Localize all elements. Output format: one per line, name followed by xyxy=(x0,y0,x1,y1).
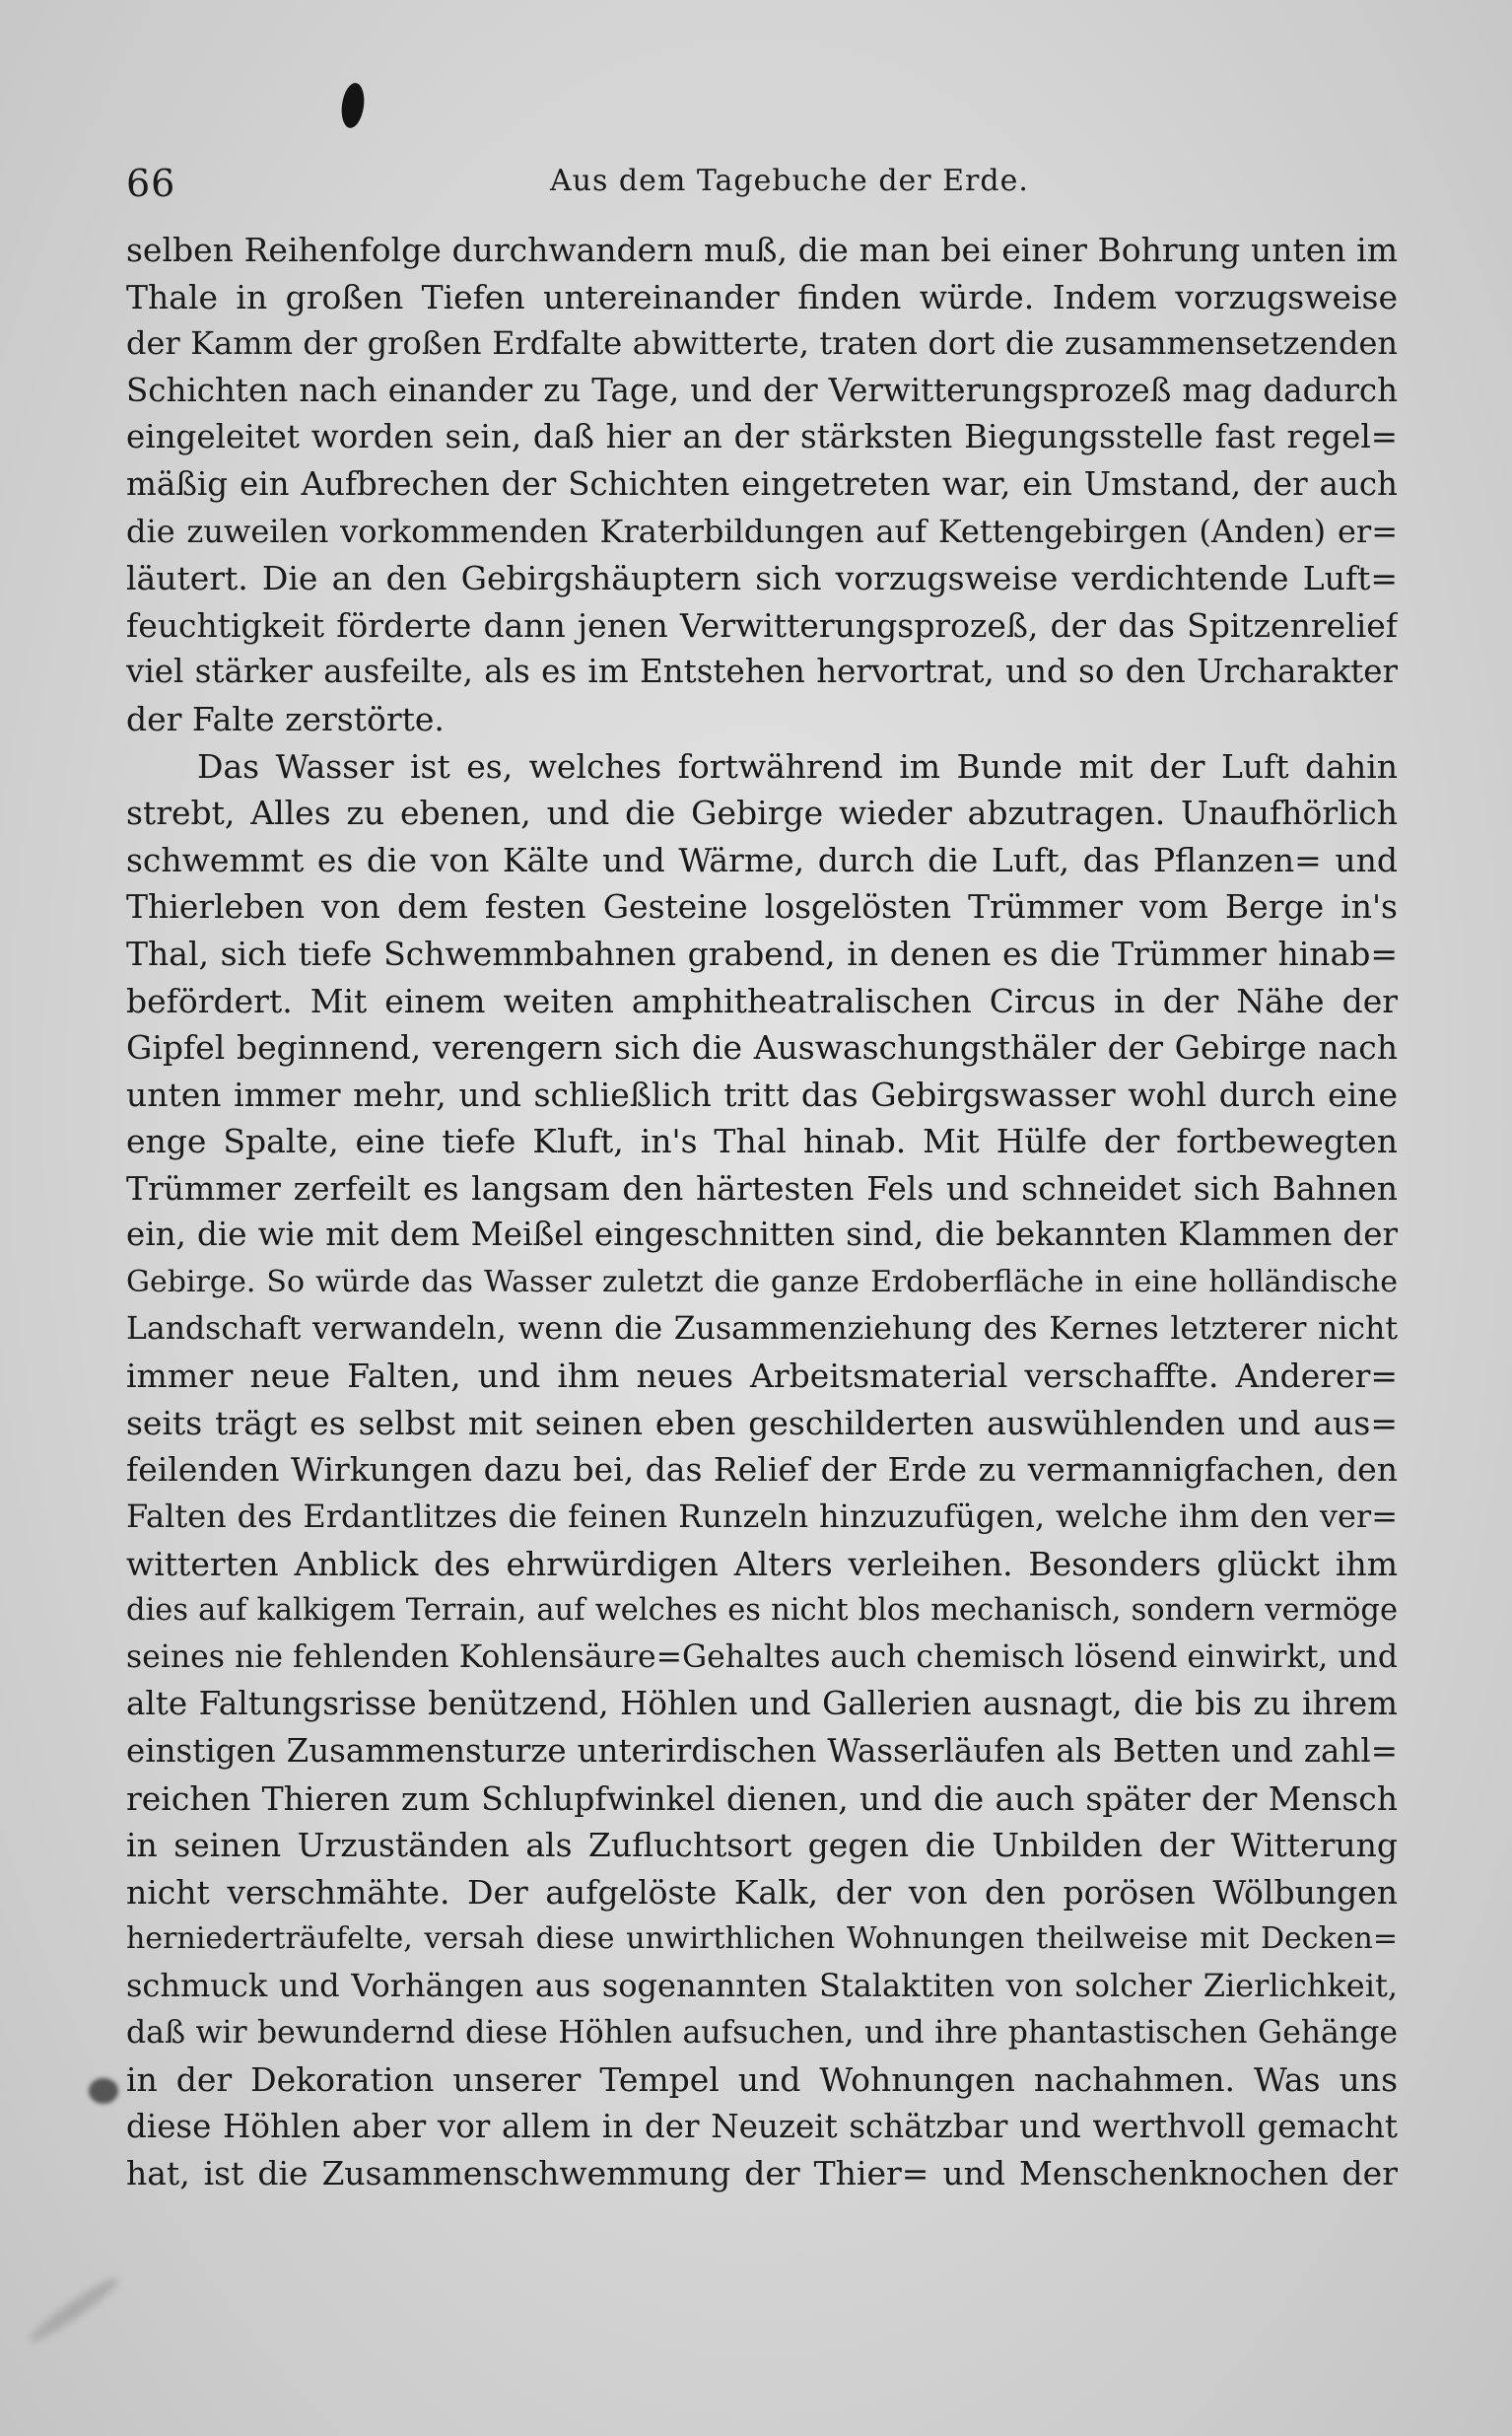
page-header xyxy=(126,156,1398,211)
page-number: 66 xyxy=(126,162,176,205)
text-line: feilenden Wirkungen dazu bei, das Relief der Erde zu vermannigfachen, den xyxy=(126,1450,1398,1490)
text-line: schwemmt es die von Kälte und Wärme, durch die Luft, das Pflanzen= und xyxy=(126,840,1398,879)
text-line: die zuweilen vorkommenden Kraterbildungen auf Kettengebirgen (Anden) er= xyxy=(126,512,1398,550)
text-line: hat, ist die Zusammenschwemmung der Thier= und Menschenknochen der xyxy=(126,2154,1398,2193)
text-line: Landschaft verwandeln, wenn die Zusammenziehung des Kernes letzterer nicht xyxy=(126,1310,1398,1347)
text-line: enge Spalte, eine tiefe Kluft, in's Thal hinab. Mit Hülfe der fortbewegten xyxy=(126,1122,1398,1161)
text-line: seits trägt es selbst mit seinen eben geschilderten auswühlenden und aus= xyxy=(126,1403,1398,1442)
text-line: in der Dekoration unserer Tempel und Wohnungen nachahmen. Was uns xyxy=(126,2060,1398,2100)
text-line: diese Höhlen aber vor allem in der Neuzeit schätzbar und werthvoll gemacht xyxy=(126,2107,1398,2145)
text-line: befördert. Mit einem weiten amphitheatralischen Circus in der Nähe der xyxy=(126,981,1398,1020)
text-line: Thale in großen Tiefen untereinander finden würde. Indem vorzugsweise xyxy=(126,277,1398,316)
text-line: dies auf kalkigem Terrain, auf welches es nicht blos mechanisch, sondern vermöge xyxy=(126,1593,1398,1629)
text-line: daß wir bewundernd diese Höhlen aufsuchen, und ihre phantastischen Gehänge xyxy=(126,2014,1398,2051)
text-line: herniederträufelte, versah diese unwirthlichen Wohnungen theilweise mit Decken= xyxy=(126,1921,1398,1957)
text-line: witterten Anblick des ehrwürdigen Alters verleihen. Besonders glückt ihm xyxy=(126,1544,1398,1583)
text-line: Schichten nach einander zu Tage, und der Verwitterungsprozeß mag dadurch xyxy=(126,371,1398,409)
text-line: der Kamm der großen Erdfalte abwitterte, traten dort die zusammensetzenden xyxy=(126,324,1398,363)
text-line: eingeleitet worden sein, daß hier an der stärksten Biegungsstelle fast regel= xyxy=(126,418,1398,456)
text-line: Thierleben von dem festen Gesteine losgelösten Trümmer vom Berge in's xyxy=(126,887,1398,927)
text-line: schmuck und Vorhängen aus sogenannten Stalaktiten von solcher Zierlichkeit, xyxy=(126,1966,1398,2004)
ink-smudge xyxy=(89,2078,118,2104)
text-line: ein, die wie mit dem Meißel eingeschnitten sind, die bekannten Klammen der xyxy=(126,1216,1398,1254)
text-line: nicht verschmähte. Der aufgelöste Kalk, der von den porösen Wölbungen xyxy=(126,1872,1398,1912)
body-text xyxy=(126,227,1398,2197)
page-smudge xyxy=(25,2272,122,2347)
text-line: immer neue Falten, und ihm neues Arbeitsmaterial verschaffte. Anderer= xyxy=(126,1357,1398,1396)
text-line: einstigen Zusammensturze unterirdischen Wasserläufen als Betten und zahl= xyxy=(126,1732,1398,1770)
text-line: Gipfel beginnend, verengern sich die Auswaschungsthäler der Gebirge nach xyxy=(126,1028,1398,1068)
text-line: Falten des Erdantlitzes die feinen Runzeln hinzuzufügen, welche ihm den ver= xyxy=(126,1497,1398,1536)
text-line: alte Faltungsrisse benützend, Höhlen und Gallerien ausnagt, die bis zu ihrem xyxy=(126,1685,1398,1723)
text-line: reichen Thieren zum Schlupfwinkel dienen, und die auch später der Mensch xyxy=(126,1778,1398,1818)
text-line: Trümmer zerfeilt es langsam den härtesten Fels und schneidet sich Bahnen xyxy=(126,1168,1398,1208)
text-line: mäßig ein Aufbrechen der Schichten eingetreten war, ein Umstand, der auch xyxy=(126,464,1398,503)
running-head: Aus dem Tagebuche der Erde. xyxy=(550,164,1029,198)
text-line: strebt, Alles zu ebenen, und die Gebirge wieder abzutragen. Unaufhörlich xyxy=(126,794,1398,833)
ink-blot xyxy=(339,82,367,130)
text-line: unten immer mehr, und schließlich tritt das Gebirgswasser wohl durch eine xyxy=(126,1075,1398,1114)
text-line: läutert. Die an den Gebirgshäuptern sich vorzugsweise verdichtende Luft= xyxy=(126,559,1398,598)
text-line: Das Wasser ist es, welches fortwährend im Bunde mit der Luft dahin xyxy=(197,746,1398,786)
text-line: Thal, sich tiefe Schwemmbahnen grabend, in denen es die Trümmer hinab= xyxy=(126,934,1398,973)
text-line: seines nie fehlenden Kohlensäure=Gehaltes auch chemisch lösend einwirkt, und xyxy=(126,1638,1398,1675)
text-line: viel stärker ausfeilte, als es im Entstehen hervortrat, und so den Urcharakter xyxy=(126,653,1398,691)
text-line: Gebirge. So würde das Wasser zuletzt die ganze Erdoberfläche in eine holländische xyxy=(126,1265,1398,1300)
text-line: der Falte zerstörte. xyxy=(126,699,445,738)
text-line: selben Reihenfolge durchwandern muß, die man bei einer Bohrung unten im xyxy=(126,231,1398,269)
text-line: in seinen Urzuständen als Zufluchtsort gegen die Unbilden der Witterung xyxy=(126,1826,1398,1865)
text-line: feuchtigkeit förderte dann jenen Verwitterungsprozeß, der das Spitzenrelief xyxy=(126,605,1398,645)
